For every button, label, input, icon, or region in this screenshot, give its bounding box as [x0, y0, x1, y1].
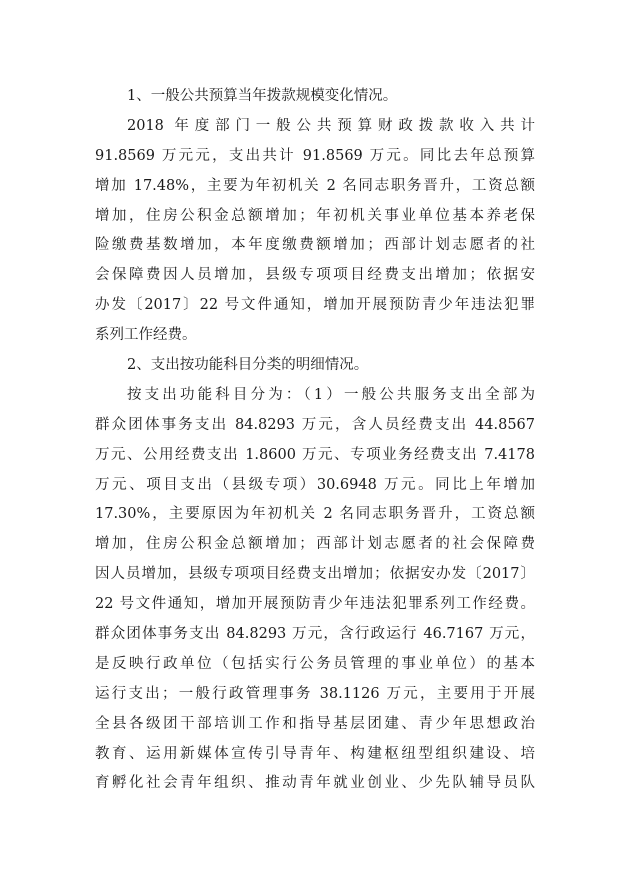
paragraph-line: 2018 年度部门一般公共预算财政拨款收入共计 [127, 117, 535, 134]
paragraph-line: 办发〔2017〕22 号文件通知，增加开展预防青少年违法犯罪 [95, 297, 535, 314]
paragraph-line: 因人员增加，县级专项项目经费支出增加；依据安办发〔2017〕 [95, 566, 535, 583]
paragraph-line: 会保障费因人员增加，县级专项项目经费支出增加；依据安 [95, 267, 535, 284]
paragraph-line: 增加，住房公积金总额增加；西部计划志愿者的社会保障费 [95, 536, 535, 553]
paragraph-line: 育孵化社会青年组织、推动青年就业创业、少先队辅导员队 [95, 775, 535, 792]
paragraph-line: 按支出功能科目分为：（1）一般公共服务支出全部为 [127, 386, 535, 403]
paragraph-line: 运行支出；一般行政管理事务 38.1126 万元，主要用于开展 [95, 685, 535, 702]
document-body [95, 82, 535, 799]
paragraph-line: 万元、公用经费支出 1.8600 万元、专项业务经费支出 7.4178 [95, 446, 535, 463]
section-heading-1: 1、一般公共预算当年拨款规模变化情况。 [127, 88, 398, 104]
paragraph-line: 是反映行政单位（包括实行公务员管理的事业单位）的基本 [95, 655, 535, 672]
paragraph-line: 险缴费基数增加，本年度缴费额增加；西部计划志愿者的社 [95, 237, 535, 254]
paragraph-line: 增加 17.48%，主要为年初机关 2 名同志职务晋升，工资总额 [95, 177, 535, 194]
paragraph-line: 群众团体事务支出 84.8293 万元，含行政运行 46.7167 万元， [95, 626, 535, 643]
paragraph-line: 增加，住房公积金总额增加；年初机关事业单位基本养老保 [95, 207, 535, 224]
section-heading-2: 2、支出按功能科目分类的明细情况。 [127, 357, 369, 374]
paragraph-line: 群众团体事务支出 84.8293 万元，含人员经费支出 44.8567 [95, 416, 535, 433]
paragraph-line: 22 号文件通知，增加开展预防青少年违法犯罪系列工作经费。 [95, 596, 535, 613]
paragraph-line: 17.30%，主要原因为年初机关 2 名同志职务晋升，工资总额 [95, 506, 535, 523]
paragraph-line: 教育、运用新媒体宣传引导青年、构建枢纽型组织建设、培 [95, 745, 535, 762]
paragraph-line: 91.8569 万元元，支出共计 91.8569 万元。同比去年总预算 [95, 147, 535, 164]
paragraph-line: 全县各级团干部培训工作和指导基层团建、青少年思想政治 [95, 715, 535, 732]
paragraph-line: 万元、项目支出（县级专项）30.6948 万元。同比上年增加 [95, 476, 535, 493]
paragraph-line: 系列工作经费。 [95, 327, 197, 344]
